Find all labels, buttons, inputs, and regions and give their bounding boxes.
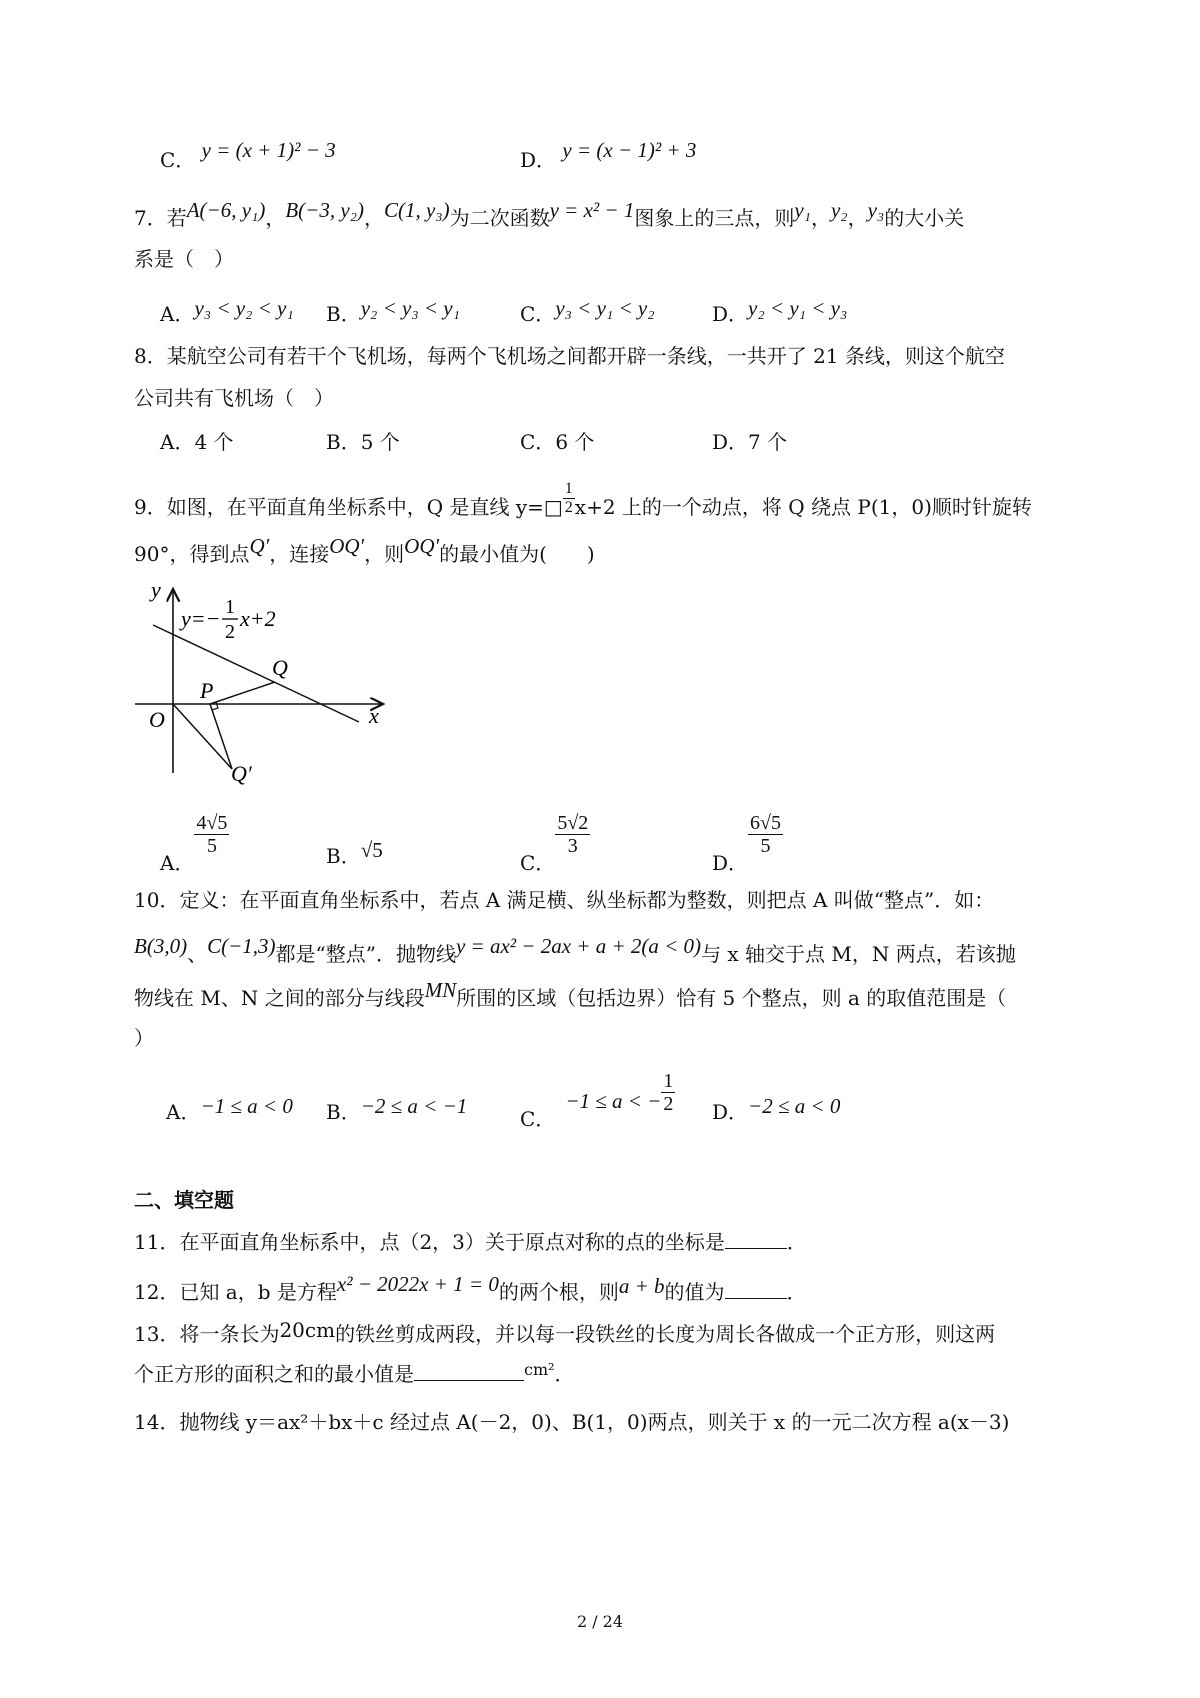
q12-text: 的值为: [664, 1280, 725, 1304]
q9-option-a: [160, 812, 229, 875]
segment-oq-prime: OQ′: [404, 534, 440, 558]
q7-option-b: [326, 296, 460, 328]
q10-option-a: [166, 1094, 293, 1126]
point-c: C(−1,3): [207, 934, 276, 958]
q7-line1: [134, 198, 965, 232]
point-p-label: P: [200, 678, 214, 703]
q10-option-d: [712, 1094, 841, 1126]
q10-text: 所围的区域（包括边界）恰有 5 个整点，则 a 的取值范围是（: [456, 986, 1007, 1010]
point-b: B(−3, y₂): [285, 198, 364, 222]
q13-text: ．: [554, 1362, 575, 1386]
option-text: 4 个: [194, 430, 234, 454]
option-math: −1 ≤ a < 0: [200, 1094, 293, 1118]
segment-pq-prime: [210, 704, 232, 769]
q9-line2: [134, 534, 595, 568]
q-prime: Q′: [249, 534, 270, 558]
option-math: √5: [360, 838, 383, 862]
answer-blank[interactable]: [725, 1278, 787, 1299]
q13-line2: [134, 1360, 575, 1390]
section-title: 二、填空题: [134, 1188, 234, 1212]
slope-fraction: [563, 480, 575, 517]
option-label: C．: [160, 148, 196, 172]
numerator: 5√2: [557, 812, 589, 834]
q9-option-d: [712, 812, 783, 875]
equation-suffix: x+2: [240, 606, 276, 631]
q8-option-c: [520, 428, 594, 456]
q13-text: 13．将一条长为: [134, 1322, 280, 1346]
length-value: 20cm: [279, 1318, 336, 1342]
q14: 14．抛物线 y＝ax²＋bx＋c 经过点 A(－2，0)、B(1，0)两点，则关于 x 的一元二次方程 a(x－3): [134, 1410, 1010, 1434]
segment-oq-prime: [173, 704, 232, 769]
q12-text: ．: [786, 1280, 807, 1304]
q13-text: 的铁丝剪成两段，并以每一段铁丝的长度为周长各做成一个正方形，则这两: [335, 1322, 996, 1346]
option-math: y = (x + 1)² − 3: [201, 138, 336, 162]
separator: ，: [363, 206, 384, 230]
unit: cm²: [524, 1360, 555, 1379]
segment-mn: MN: [424, 978, 457, 1002]
separator: ，: [265, 206, 286, 230]
option-fraction: [661, 1070, 675, 1115]
q9-text: 的最小值为( ): [439, 542, 595, 566]
q7-text: 的大小关: [884, 206, 965, 230]
q11-text: 11．在平面直角坐标系中，点（2，3）关于原点对称的点的坐标是: [134, 1230, 725, 1254]
q9-text: 9．如图，在平面直角坐标系中，Q 是直线 y=□: [134, 495, 563, 519]
q8-option-b: [326, 428, 400, 456]
option-math: −2 ≤ a < 0: [748, 1094, 841, 1118]
q10-option-b: [326, 1094, 468, 1126]
denominator: 5: [206, 835, 217, 857]
q10-line4: ）: [134, 1026, 154, 1050]
q9-option-c: [520, 812, 590, 875]
point-q-prime-label: Q′: [231, 761, 252, 786]
q12: [134, 1272, 807, 1306]
y2: y₂: [830, 198, 848, 222]
point-c: C(1, y₃): [383, 198, 450, 222]
q9-figure: [125, 575, 405, 800]
answer-blank[interactable]: [414, 1360, 524, 1381]
q10-option-c: [520, 1070, 675, 1131]
option-label: A．: [160, 851, 195, 875]
q9-text: 90°，得到点: [134, 542, 250, 566]
line-graph: [153, 625, 359, 722]
x-axis-label: x: [369, 703, 379, 728]
option-label: B．: [326, 1100, 361, 1124]
y3: y₃: [867, 198, 885, 222]
numerator: 6√5: [750, 812, 782, 834]
q7-option-c: [520, 296, 655, 328]
option-label: D．: [712, 302, 749, 326]
q9-line1: [134, 480, 1032, 527]
option-label: C．: [520, 430, 556, 454]
option-label: A．: [166, 1100, 201, 1124]
option-math: −2 ≤ a < −1: [360, 1094, 468, 1118]
option-label: A．: [160, 430, 195, 454]
q10-text: 物线在 M、N 之间的部分与线段: [134, 986, 425, 1010]
denominator: 5: [760, 835, 771, 857]
option-math: y₂ < y₃ < y₁: [360, 296, 460, 320]
option-label: B．: [326, 430, 361, 454]
q12-text: 12．已知 a，b 是方程: [134, 1280, 337, 1304]
option-label: A．: [160, 302, 195, 326]
q8-option-a: [160, 428, 234, 456]
numerator: 1: [564, 480, 573, 497]
numerator: 4√5: [196, 812, 228, 834]
q9-option-b: [326, 838, 383, 870]
option-label: C．: [520, 851, 556, 875]
q12-text: 的两个根，则: [498, 1280, 619, 1304]
q10-line2: [134, 934, 1016, 968]
origin-label: O: [149, 707, 165, 732]
option-label: D．: [712, 1100, 749, 1124]
option-label: D．: [520, 148, 557, 172]
option-text: 5 个: [360, 430, 400, 454]
page-number: 2 / 24: [576, 1612, 624, 1631]
segment-pq: [210, 682, 275, 704]
separator: ，: [810, 206, 831, 230]
parabola-equation: y = ax² − 2ax + a + 2(a < 0): [455, 934, 702, 958]
q7-line2: 系是（ ）: [134, 247, 234, 271]
denominator: 3: [567, 835, 578, 857]
q13-line1: [134, 1320, 995, 1348]
option-math: y₂ < y₁ < y₃: [748, 296, 848, 320]
quadratic-function: y = x² − 1: [549, 198, 635, 222]
option-label: C．: [520, 1107, 556, 1131]
q8-line2: 公司共有飞机场（ ）: [134, 386, 334, 410]
q10-line1: 10．定义：在平面直角坐标系中，若点 A 满足横、纵坐标都为整数，则把点 A 叫做“整点”．如：: [134, 888, 995, 912]
q13-text: 个正方形的面积之和的最小值是: [134, 1362, 414, 1386]
q6-option-d: [520, 138, 697, 174]
denominator: 2: [663, 1093, 674, 1115]
q7-option-d: [712, 296, 848, 328]
point-b: B(3,0): [134, 934, 188, 958]
option-label: C．: [520, 302, 556, 326]
y-axis-label: y: [151, 577, 161, 602]
q6-option-c: [160, 138, 336, 174]
option-fraction: [194, 812, 229, 857]
option-math: −1 ≤ a < −: [565, 1089, 662, 1113]
q7-text: 图象上的三点，则: [634, 206, 795, 230]
denominator: 2: [564, 499, 573, 516]
option-label: D．: [712, 851, 749, 875]
q10-text: 与 x 轴交于点 M，N 两点，若该抛: [701, 942, 1016, 966]
separator: 、: [187, 942, 208, 966]
segment-oq-prime: OQ′: [329, 534, 365, 558]
q7-text: 为二次函数: [449, 206, 550, 230]
point-a: A(−6, y₁): [186, 198, 266, 222]
y1: y₁: [794, 198, 811, 222]
q7-option-a: [160, 296, 294, 328]
equation: x² − 2022x + 1 = 0: [336, 1272, 499, 1296]
q9-text: x+2 上的一个动点，将 Q 绕点 P(1，0)顺时针旋转: [574, 495, 1032, 519]
q10-text: 都是“整点”．抛物线: [275, 942, 456, 966]
q10-line3: [134, 978, 1007, 1012]
q11: [134, 1228, 807, 1256]
separator: ，: [847, 206, 868, 230]
q11-text: ．: [786, 1230, 807, 1254]
q8-option-d: [712, 428, 787, 456]
option-fraction: [748, 812, 783, 857]
option-label: D．: [712, 430, 749, 454]
answer-blank[interactable]: [725, 1228, 787, 1249]
equation-denominator: 2: [225, 621, 235, 643]
option-text: 6 个: [555, 430, 595, 454]
q8-line1: 8．某航空公司有若干个飞机场，每两个飞机场之间都开辟一条线，一共开了 21 条线，则这个航空: [134, 344, 1005, 368]
option-text: 7 个: [748, 430, 788, 454]
option-fraction: [555, 812, 590, 857]
q9-text: ，连接: [269, 542, 330, 566]
option-label: B．: [326, 302, 361, 326]
option-math: y₃ < y₁ < y₂: [555, 296, 655, 320]
option-math: y = (x − 1)² + 3: [562, 138, 697, 162]
q7-text: 7．若: [134, 206, 187, 230]
point-q-label: Q: [272, 655, 288, 680]
numerator: 1: [663, 1070, 674, 1092]
q9-text: ，则: [364, 542, 405, 566]
equation-prefix: y=−: [181, 606, 221, 631]
expression-a-plus-b: a + b: [618, 1274, 665, 1298]
equation-numerator: 1: [225, 596, 235, 618]
option-math: y₃ < y₂ < y₁: [194, 296, 294, 320]
option-label: B．: [326, 844, 361, 868]
